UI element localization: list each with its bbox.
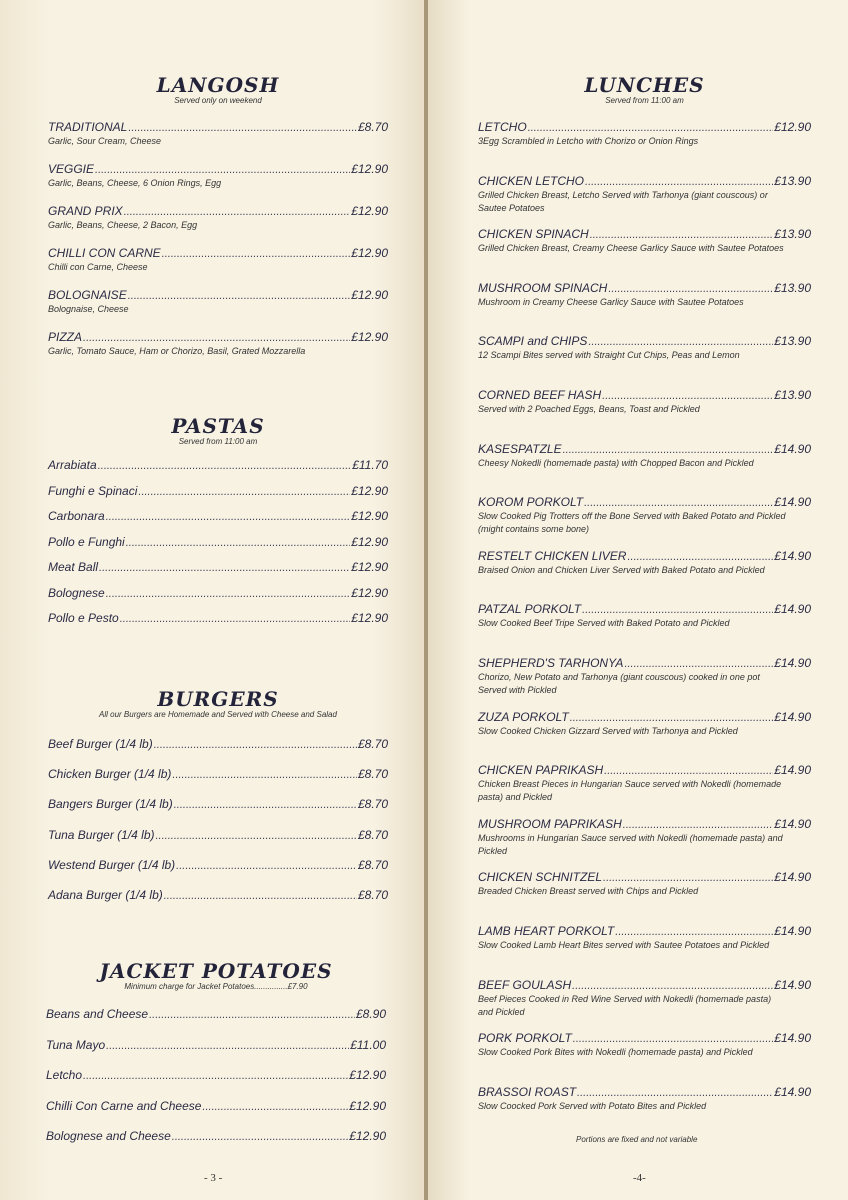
menu-item-name: CHICKEN SCHNITZEL: [478, 870, 603, 885]
menu-item-name: BEEF GOULASH: [478, 977, 572, 992]
menu-item-price: £8.70: [357, 888, 388, 902]
menu-item-name: PIZZA: [48, 330, 83, 344]
menu-item-price: £12.90: [351, 162, 388, 176]
menu-item-description: Slow Cooked Lamb Heart Bites served with Sautee Potatoes and Pickled: [478, 940, 770, 950]
menu-item-row: [478, 870, 811, 885]
menu-item-row: [48, 828, 388, 843]
menu-item: [478, 602, 811, 630]
menu-item: [48, 120, 388, 148]
menu-item-name: CHILLI CON CARNE: [48, 246, 161, 260]
menu-item-name: Adana Burger (1/4 lb): [48, 888, 163, 902]
menu-item-row: [46, 1099, 386, 1114]
menu-item: [48, 509, 388, 524]
menu-item-price: £14.90: [774, 1031, 811, 1046]
menu-item-row: [478, 495, 811, 510]
menu-item-price: £13.90: [774, 334, 811, 349]
menu-item-price: £13.90: [774, 173, 811, 188]
menu-item-row: [478, 710, 811, 725]
menu-item-name: Funghi e Spinaci: [48, 483, 138, 498]
menu-item-row: [48, 246, 388, 261]
menu-item-row: [48, 737, 388, 752]
menu-item: [478, 1031, 811, 1059]
menu-item-price: £12.90: [351, 560, 388, 574]
menu-item-price: £14.90: [774, 977, 811, 992]
dot-leader: [174, 798, 357, 812]
page-number-right: -4-: [633, 1172, 646, 1184]
menu-item-name: Chilli Con Carne and Cheese: [46, 1098, 202, 1113]
menu-item-row: [478, 334, 811, 349]
menu-item-description: Chicken Breast Pieces in Hungarian Sauce served with Nokedli (homemade pasta) and Pickled: [478, 779, 782, 803]
dot-leader: [156, 829, 357, 843]
menu-item-row: [48, 458, 388, 473]
dot-leader: [120, 612, 351, 626]
menu-item-row: [48, 858, 388, 873]
menu-item-description: Slow Cooked Beef Tripe Served with Baked Potato and Pickled: [478, 618, 730, 629]
menu-item-name: CHICKEN LETCHO: [478, 173, 585, 188]
menu-item-name: Meat Ball: [48, 560, 99, 574]
menu-item-name: Bolognese: [48, 585, 105, 600]
menu-item-description: Chorizo, New Potato and Tarhonya (giant couscous) cooked in one pot Served with Pickled: [478, 672, 760, 695]
menu-item-price: £14.90: [774, 1084, 811, 1099]
dot-leader: [588, 335, 773, 349]
menu-item-name: MUSHROOM PAPRIKASH: [478, 816, 622, 831]
menu-item-row: [478, 442, 811, 457]
menu-item-row: [478, 817, 811, 832]
pastas-section: [48, 415, 388, 635]
dot-leader: [83, 1069, 348, 1083]
menu-item-price: £11.00: [350, 1037, 386, 1052]
menu-item-price: £12.90: [351, 534, 388, 549]
menu-item: [478, 174, 811, 215]
menu-item-price: £14.90: [774, 763, 811, 778]
menu-item-price: £14.90: [774, 441, 811, 456]
menu-item: [478, 1085, 811, 1113]
menu-item-row: [48, 330, 388, 345]
dot-leader: [95, 163, 350, 177]
menu-item-row: [48, 288, 388, 303]
menu-item: [48, 611, 388, 626]
burgers-title: BURGERS: [157, 687, 279, 711]
menu-item-name: Letcho: [46, 1068, 83, 1082]
menu-item-price: £8.90: [355, 1007, 386, 1021]
menu-item: [478, 549, 811, 577]
dot-leader: [577, 1086, 773, 1100]
menu-item-price: £14.90: [774, 495, 811, 510]
dot-leader: [563, 443, 774, 457]
dot-leader: [176, 859, 357, 873]
menu-item-name: PATZAL PORKOLT: [478, 602, 582, 617]
menu-item-description: Braised Onion and Chicken Liver Served with Baked Potato and Pickled: [478, 564, 765, 575]
menu-item-price: £12.90: [351, 509, 388, 523]
menu-item: [478, 120, 811, 148]
menu-item: [48, 162, 388, 190]
menu-item: [48, 484, 388, 499]
menu-item: [46, 1007, 386, 1022]
menu-item-price: £11.70: [352, 458, 388, 472]
menu-item-price: £12.90: [351, 330, 388, 344]
menu-item-description: 3Egg Scrambled in Letcho with Chorizo or Onion Rings: [478, 136, 699, 146]
menu-item-name: Westend Burger (1/4 lb): [48, 857, 176, 872]
menu-item-name: KOROM PORKOLT: [478, 495, 584, 510]
menu-item: [48, 288, 388, 316]
menu-item-price: £8.70: [357, 767, 388, 782]
langosh-section: [48, 74, 388, 374]
dot-leader: [128, 121, 357, 135]
menu-item: [48, 888, 388, 903]
menu-item-row: [478, 978, 811, 993]
menu-item-row: [478, 1031, 811, 1046]
menu-item: [48, 858, 388, 873]
menu-item: [478, 281, 811, 309]
menu-item-price: £12.90: [349, 1098, 386, 1113]
menu-item-name: SHEPHERD'S TARHONYA: [478, 656, 624, 670]
dot-leader: [106, 510, 351, 524]
menu-item-row: [48, 797, 388, 812]
menu-item-price: £12.90: [349, 1129, 386, 1143]
menu-item-name: PORK PORKOLT: [478, 1031, 572, 1046]
dot-leader: [624, 657, 773, 671]
menu-item-name: Arrabiata: [48, 458, 97, 472]
menu-item-description: Served with 2 Poached Eggs, Beans, Toast and Pickled: [478, 404, 700, 414]
menu-item-price: £12.90: [349, 1068, 386, 1082]
dot-leader: [99, 561, 350, 575]
dot-leader: [570, 711, 774, 725]
dot-leader: [584, 496, 773, 510]
menu-item-price: £8.70: [357, 797, 388, 812]
menu-item-price: £12.90: [774, 120, 811, 134]
menu-item-row: [48, 120, 388, 135]
burgers-subtitle: All our Burgers are Homemade and Served with Cheese and Salad: [99, 710, 337, 719]
jacket-potatoes-section: [46, 960, 386, 1150]
menu-item: [48, 246, 388, 274]
menu-item: [478, 334, 811, 362]
menu-item: [48, 767, 388, 782]
menu-item-description: 12 Scampi Bites served with Straight Cut Chips, Peas and Lemon: [478, 350, 740, 361]
dot-leader: [172, 768, 357, 782]
menu-item-price: £14.90: [774, 656, 811, 670]
menu-item: [478, 495, 811, 536]
menu-item-name: SCAMPI and CHIPS: [478, 334, 588, 349]
menu-item-name: MUSHROOM SPINACH: [478, 280, 608, 295]
menu-item-name: KASESPATZLE: [478, 441, 562, 456]
menu-item-row: [46, 1068, 386, 1083]
dot-leader: [608, 282, 773, 296]
menu-item: [478, 710, 811, 738]
menu-item: [48, 828, 388, 843]
menu-item-name: LAMB HEART PORKOLT: [478, 924, 615, 938]
portions-footnote: Portions are fixed and not variable: [576, 1135, 698, 1144]
menu-item-description: Chilli con Carne, Cheese: [48, 262, 148, 272]
dot-leader: [528, 121, 774, 135]
menu-item-price: £14.90: [774, 870, 811, 885]
dot-leader: [106, 1039, 349, 1053]
menu-item-name: Chicken Burger (1/4 lb): [48, 767, 172, 782]
menu-item-row: [48, 560, 388, 575]
menu-item-name: Carbonara: [48, 509, 105, 523]
dot-leader: [582, 603, 773, 617]
dot-leader: [154, 738, 357, 752]
menu-item: [48, 204, 388, 232]
menu-item-price: £13.90: [774, 227, 811, 242]
menu-item-description: Mushroom in Creamy Cheese Garlicy Sauce with Sautee Potatoes: [478, 296, 744, 307]
dot-leader: [124, 205, 351, 219]
menu-item-description: Cheesy Nokedli (homemade pasta) with Chopped Bacon and Pickled: [478, 457, 754, 468]
dot-leader: [126, 536, 351, 550]
dot-leader: [623, 818, 774, 832]
menu-item-row: [478, 549, 811, 564]
menu-item-price: £12.90: [351, 611, 388, 625]
dot-leader: [138, 485, 350, 499]
menu-item-description: Mushrooms in Hungarian Sauce served with Nokedli (homemade pasta) and Pickled: [478, 832, 783, 856]
menu-item: [478, 388, 811, 416]
dot-leader: [615, 925, 773, 939]
menu-item-row: [478, 281, 811, 296]
menu-item-row: [478, 227, 811, 242]
menu-item: [478, 817, 811, 858]
menu-item-description: Garlic, Beans, Cheese, 2 Bacon, Egg: [48, 220, 198, 230]
menu-item-name: GRAND PRIX: [48, 204, 123, 218]
pastas-title: PASTAS: [171, 414, 265, 438]
menu-item-name: BRASSOI ROAST: [478, 1084, 577, 1099]
dot-leader: [627, 550, 773, 564]
menu-item-row: [48, 509, 388, 524]
menu-item-description: Slow Cooked Pork Bites with Nokedli (homemade pasta) and Pickled: [478, 1047, 753, 1058]
menu-item-row: [478, 602, 811, 617]
menu-item-row: [48, 767, 388, 782]
menu-item-name: Bolognese and Cheese: [46, 1129, 171, 1143]
jacket-potatoes-title: JACKET POTATOES: [99, 959, 333, 983]
menu-item-description: Bolognaise, Cheese: [48, 304, 129, 314]
menu-item-row: [48, 611, 388, 626]
menu-item: [48, 797, 388, 812]
menu-item-row: [46, 1007, 386, 1022]
menu-item-price: £8.70: [357, 120, 388, 134]
menu-item-row: [46, 1129, 386, 1144]
menu-item-price: £14.90: [774, 924, 811, 938]
menu-item-description: Breaded Chicken Breast served with Chips and Pickled: [478, 886, 699, 897]
menu-item-description: Slow Cooked Chicken Gizzard Served with Tarhonya and Pickled: [478, 725, 738, 736]
menu-item-name: ZUZA PORKOLT: [478, 709, 569, 724]
menu-item-row: [48, 162, 388, 177]
dot-leader: [172, 1130, 349, 1144]
menu-item-row: [478, 388, 811, 403]
langosh-subtitle: Served only on weekend: [174, 96, 262, 105]
menu-item-description: Beef Pieces Cooked in Red Wine Served with Nokedli (homemade pasta) and Pickled: [478, 993, 772, 1017]
menu-item-name: Pollo e Funghi: [48, 534, 125, 549]
menu-item: [48, 560, 388, 575]
dot-leader: [602, 389, 773, 403]
menu-item-name: TRADITIONAL: [48, 120, 128, 134]
menu-item-name: CORNED BEEF HASH: [478, 388, 602, 402]
jacket-potatoes-subtitle: Minimum charge for Jacket Potatoes...............£7.90: [124, 982, 308, 991]
menu-item: [478, 924, 811, 952]
menu-item-row: [478, 656, 811, 671]
dot-leader: [106, 587, 351, 601]
menu-item: [48, 586, 388, 601]
menu-item-name: Beans and Cheese: [46, 1007, 149, 1021]
menu-item-price: £12.90: [351, 288, 388, 302]
dot-leader: [572, 979, 773, 993]
menu-item-name: Beef Burger (1/4 lb): [48, 737, 153, 751]
dot-leader: [573, 1032, 774, 1046]
menu-item-name: RESTELT CHICKEN LIVER: [478, 548, 627, 563]
menu-item: [48, 330, 388, 358]
menu-item: [478, 870, 811, 898]
menu-item-name: LETCHO: [478, 120, 527, 134]
menu-item-row: [478, 763, 811, 778]
menu-item-name: Tuna Burger (1/4 lb): [48, 827, 155, 842]
menu-item-price: £8.70: [357, 857, 388, 872]
menu-item-description: Garlic, Sour Cream, Cheese: [48, 136, 162, 146]
page-number-left: - 3 -: [204, 1172, 223, 1184]
menu-item: [478, 227, 811, 255]
menu-item-price: £13.90: [774, 388, 811, 402]
dot-leader: [128, 289, 351, 303]
menu-item-row: [478, 924, 811, 939]
dot-leader: [202, 1100, 348, 1114]
menu-item-price: £14.90: [774, 709, 811, 724]
lunches-subtitle: Served from 11:00 am: [605, 96, 684, 105]
menu-item-name: BOLOGNAISE: [48, 288, 127, 302]
menu-item-name: Tuna Mayo: [46, 1037, 106, 1052]
menu-item-price: £14.90: [774, 548, 811, 563]
menu-item-row: [48, 586, 388, 601]
menu-item: [46, 1129, 386, 1144]
dot-leader: [585, 175, 773, 189]
dot-leader: [590, 228, 774, 242]
menu-item-description: Garlic, Beans, Cheese, 6 Onion Rings, Egg: [48, 178, 222, 188]
menu-item: [46, 1038, 386, 1053]
menu-item: [46, 1099, 386, 1114]
dot-leader: [603, 871, 773, 885]
menu-item-description: Slow Cooked Pig Trotters off the Bone Served with Baked Potato and Pickled (might contains some bone): [478, 511, 786, 535]
menu-item-price: £13.90: [774, 280, 811, 295]
pastas-subtitle: Served from 11:00 am: [178, 437, 258, 446]
menu-item-row: [478, 120, 811, 135]
menu-item-description: Grilled Chicken Breast, Creamy Cheese Garlicy Sauce with Sautee Potatoes: [478, 243, 784, 254]
dot-leader: [604, 764, 773, 778]
menu-item-price: £12.90: [351, 483, 388, 498]
menu-item-row: [46, 1038, 386, 1053]
menu-item-description: Garlic, Tomato Sauce, Ham or Chorizo, Basil, Grated Mozzarella: [48, 346, 306, 356]
dot-leader: [83, 331, 350, 345]
menu-item-name: VEGGIE: [48, 162, 95, 176]
dot-leader: [149, 1008, 355, 1022]
menu-item-price: £12.90: [351, 585, 388, 600]
dot-leader: [164, 889, 357, 903]
dot-leader: [162, 247, 351, 261]
menu-item: [48, 737, 388, 752]
menu-item-row: [48, 484, 388, 499]
menu-item-row: [478, 1085, 811, 1100]
menu-item-name: Bangers Burger (1/4 lb): [48, 797, 173, 812]
menu-item-price: £14.90: [774, 816, 811, 831]
menu-item-price: £8.70: [357, 737, 388, 751]
menu-item-row: [478, 174, 811, 189]
menu-item-row: [48, 204, 388, 219]
menu-item-row: [48, 535, 388, 550]
langosh-title: LANGOSH: [156, 73, 280, 97]
menu-item: [48, 458, 388, 473]
menu-item-price: £12.90: [351, 204, 388, 218]
menu-item: [478, 978, 811, 1019]
menu-item-description: Slow Coocked Pork Served with Potato Bites and Pickled: [478, 1100, 707, 1111]
menu-item-name: CHICKEN SPINACH: [478, 227, 589, 242]
menu-item-name: CHICKEN PAPRIKASH: [478, 763, 604, 778]
lunches-section: [478, 74, 811, 1134]
menu-item-row: [48, 888, 388, 903]
menu-item: [478, 763, 811, 804]
menu-item-price: £8.70: [357, 827, 388, 842]
menu-item: [46, 1068, 386, 1083]
menu-item-price: £14.90: [774, 602, 811, 617]
menu-item-name: Pollo e Pesto: [48, 611, 119, 625]
burgers-section: [48, 688, 388, 908]
menu-item-description: Grilled Chicken Breast, Letcho Served with Tarhonya (giant couscous) or Sautee Potatoes: [478, 189, 768, 213]
right-page: [428, 0, 848, 1200]
menu-item: [48, 535, 388, 550]
menu-item: [478, 656, 811, 697]
lunches-title: LUNCHES: [584, 73, 705, 97]
menu-item: [478, 442, 811, 470]
menu-item-price: £12.90: [351, 246, 388, 260]
dot-leader: [98, 459, 351, 473]
